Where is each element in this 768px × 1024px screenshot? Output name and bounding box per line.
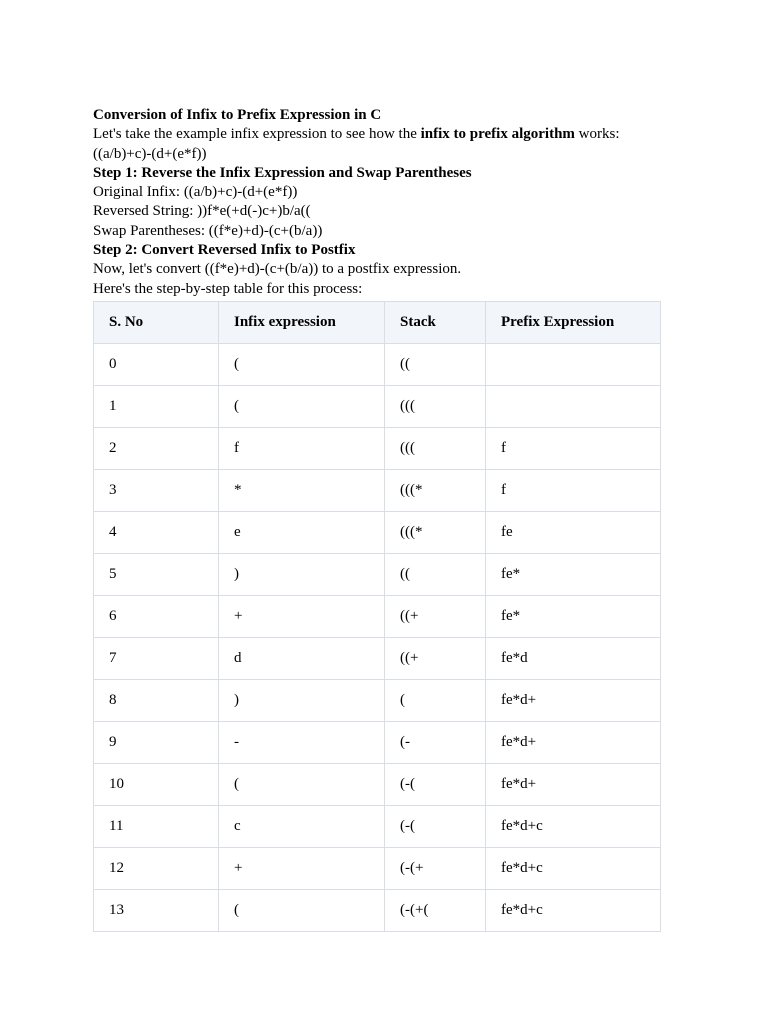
table-row bbox=[94, 805, 661, 847]
header-stack: Stack bbox=[385, 301, 486, 343]
cell-sno: 1 bbox=[94, 385, 219, 427]
table-row bbox=[94, 637, 661, 679]
cell-infix: + bbox=[219, 847, 385, 889]
cell-infix: - bbox=[219, 721, 385, 763]
cell-stack: (( bbox=[385, 343, 486, 385]
cell-infix: ( bbox=[219, 343, 385, 385]
cell-infix: e bbox=[219, 511, 385, 553]
document-title: Conversion of Infix to Prefix Expression in C bbox=[93, 107, 382, 123]
cell-prefix: f bbox=[486, 469, 661, 511]
conversion-table bbox=[93, 301, 661, 932]
cell-infix: ( bbox=[219, 889, 385, 931]
cell-infix: c bbox=[219, 805, 385, 847]
table-header-row bbox=[94, 301, 661, 343]
cell-stack: (-(+ bbox=[385, 847, 486, 889]
intro-text-after: works: bbox=[574, 126, 620, 143]
cell-stack: (((* bbox=[385, 511, 486, 553]
cell-infix: ( bbox=[219, 763, 385, 805]
cell-infix: f bbox=[219, 427, 385, 469]
table-row bbox=[94, 847, 661, 889]
table-row bbox=[94, 763, 661, 805]
header-infix-expression: Infix expression bbox=[219, 301, 385, 343]
cell-stack: (-( bbox=[385, 763, 486, 805]
intro-paragraph bbox=[93, 125, 673, 144]
cell-prefix bbox=[486, 343, 661, 385]
cell-sno: 5 bbox=[94, 553, 219, 595]
cell-prefix: f bbox=[486, 427, 661, 469]
cell-prefix: fe*d+ bbox=[486, 679, 661, 721]
step1-heading: Step 1: Reverse the Infix Expression and Swap Parentheses bbox=[93, 164, 472, 181]
cell-stack: ((( bbox=[385, 427, 486, 469]
step2-heading: Step 2: Convert Reversed Infix to Postfix bbox=[93, 242, 356, 259]
table-row bbox=[94, 469, 661, 511]
cell-stack: (-( bbox=[385, 805, 486, 847]
cell-prefix: fe*d+c bbox=[486, 889, 661, 931]
cell-stack: (( bbox=[385, 553, 486, 595]
document-page bbox=[93, 106, 673, 932]
table-row bbox=[94, 385, 661, 427]
cell-sno: 2 bbox=[94, 427, 219, 469]
table-row bbox=[94, 889, 661, 931]
cell-sno: 11 bbox=[94, 805, 219, 847]
example-expression: ((a/b)+c)-(d+(e*f)) bbox=[93, 145, 207, 162]
cell-prefix bbox=[486, 385, 661, 427]
cell-stack: ( bbox=[385, 679, 486, 721]
table-row bbox=[94, 343, 661, 385]
cell-sno: 8 bbox=[94, 679, 219, 721]
cell-prefix: fe*d bbox=[486, 637, 661, 679]
cell-infix: ) bbox=[219, 553, 385, 595]
cell-sno: 4 bbox=[94, 511, 219, 553]
table-row bbox=[94, 553, 661, 595]
cell-sno: 10 bbox=[94, 763, 219, 805]
cell-sno: 7 bbox=[94, 637, 219, 679]
cell-prefix: fe*d+c bbox=[486, 847, 661, 889]
cell-prefix: fe bbox=[486, 511, 661, 553]
cell-sno: 12 bbox=[94, 847, 219, 889]
table-row bbox=[94, 511, 661, 553]
table-row bbox=[94, 427, 661, 469]
swap-parentheses-line: Swap Parentheses: ((f*e)+d)-(c+(b/a)) bbox=[93, 222, 323, 239]
cell-stack: ((+ bbox=[385, 595, 486, 637]
step2-text-table-intro: Here's the step-by-step table for this process: bbox=[93, 280, 363, 297]
header-prefix-expression: Prefix Expression bbox=[486, 301, 661, 343]
cell-sno: 0 bbox=[94, 343, 219, 385]
step2-text-convert: Now, let's convert ((f*e)+d)-(c+(b/a)) to a postfix expression. bbox=[93, 261, 462, 278]
reversed-string-line: Reversed String: ))f*e(+d(-)c+)b/a(( bbox=[93, 203, 311, 220]
cell-prefix: fe* bbox=[486, 553, 661, 595]
cell-prefix: fe*d+ bbox=[486, 763, 661, 805]
table-row bbox=[94, 721, 661, 763]
cell-infix: d bbox=[219, 637, 385, 679]
cell-stack: ((+ bbox=[385, 637, 486, 679]
cell-infix: * bbox=[219, 469, 385, 511]
intro-text-bold: infix to prefix algorithm bbox=[420, 126, 575, 143]
cell-stack: (- bbox=[385, 721, 486, 763]
cell-sno: 13 bbox=[94, 889, 219, 931]
cell-stack: ((( bbox=[385, 385, 486, 427]
cell-sno: 6 bbox=[94, 595, 219, 637]
cell-infix: ( bbox=[219, 385, 385, 427]
cell-stack: (((* bbox=[385, 469, 486, 511]
original-infix-line: Original Infix: ((a/b)+c)-(d+(e*f)) bbox=[93, 184, 298, 201]
cell-infix: + bbox=[219, 595, 385, 637]
cell-prefix: fe*d+ bbox=[486, 721, 661, 763]
table-row bbox=[94, 679, 661, 721]
cell-prefix: fe*d+c bbox=[486, 805, 661, 847]
header-sno: S. No bbox=[94, 301, 219, 343]
cell-sno: 9 bbox=[94, 721, 219, 763]
cell-prefix: fe* bbox=[486, 595, 661, 637]
table-row bbox=[94, 595, 661, 637]
cell-infix: ) bbox=[219, 679, 385, 721]
cell-sno: 3 bbox=[94, 469, 219, 511]
cell-stack: (-(+( bbox=[385, 889, 486, 931]
intro-text-before: Let's take the example infix expression to see how the bbox=[93, 126, 421, 143]
